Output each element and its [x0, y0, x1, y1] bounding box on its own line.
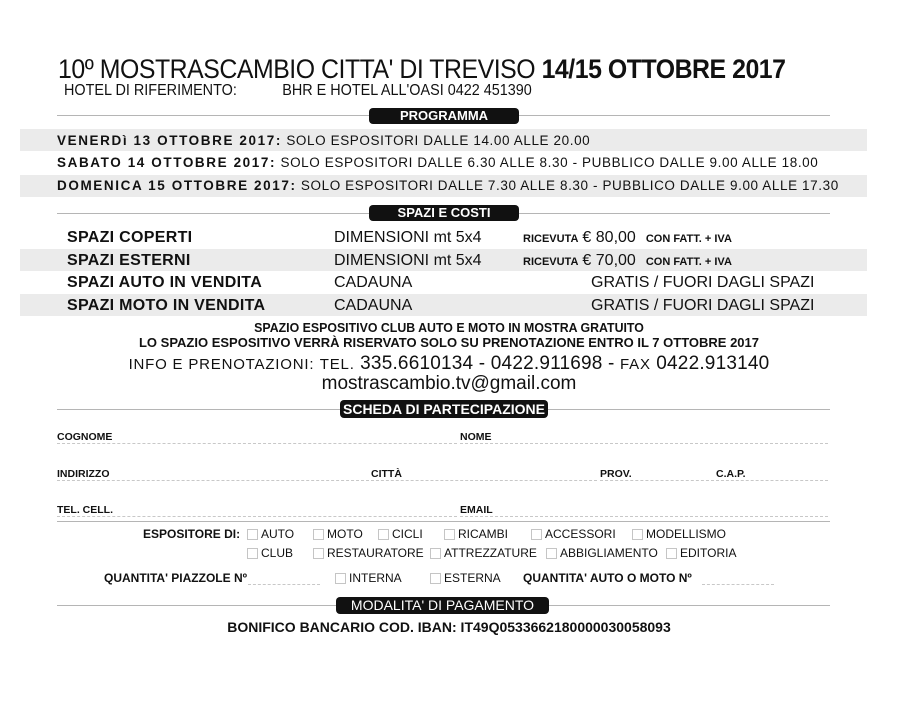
email-input[interactable] — [460, 516, 828, 517]
fax-number: 0422.913140 — [656, 353, 770, 374]
booking-note: LO SPAZIO ESPOSITIVO VERRÀ RISERVATO SOLO SU PRENOTAZIONE ENTRO IL 7 OTTOBRE 2017 — [138, 335, 759, 350]
programma-text: SOLO ESPOSITORI DALLE 6.30 ALLE 8.30 - PUBBLICO DALLE 9.00 ALLE 18.00 — [280, 155, 819, 170]
checkbox-auto[interactable] — [247, 527, 294, 541]
cost-note: GRATIS / FUORI DAGLI SPAZI — [591, 297, 815, 314]
cost-dimension: CADAUNA — [334, 297, 413, 314]
checkbox-label: CLUB — [261, 546, 294, 560]
espositore-label: ESPOSITORE DI: — [143, 527, 241, 541]
fax-label: FAX — [620, 356, 651, 373]
event-dates: 14/15 OTTOBRE 2017 — [541, 54, 786, 84]
piazzole-input[interactable] — [248, 584, 320, 585]
checkbox-label: RICAMBI — [458, 527, 509, 541]
piazzole-label: QUANTITA' PIAZZOLE Nº — [104, 571, 248, 585]
checkbox-cicli[interactable] — [378, 527, 423, 541]
cost-price — [523, 227, 732, 250]
hotel-label: HOTEL DI RIFERIMENTO: — [64, 82, 237, 99]
programma-day: SABATO 14 OTTOBRE 2017: — [57, 155, 277, 170]
checkbox-label: CICLI — [392, 527, 423, 541]
event-title-main: 10º MOSTRASCAMBIO CITTA' DI TREVISO — [58, 54, 536, 84]
price-value: € 70,00 — [582, 252, 636, 269]
hotel-info — [64, 82, 532, 100]
cost-dimension: DIMENSIONI mt 5x4 — [334, 252, 482, 269]
contact-email[interactable]: mostrascambio.tv@gmail.com — [321, 373, 577, 394]
checkbox-restauratore[interactable] — [313, 546, 424, 560]
cognome-input[interactable] — [57, 443, 457, 444]
checkbox-label: ACCESSORI — [545, 527, 616, 541]
field-label-citta: CITTÀ — [371, 468, 402, 480]
checkbox-icon — [546, 548, 557, 559]
club-note: SPAZIO ESPOSITIVO CLUB AUTO E MOTO IN MOSTRA GRATUITO — [254, 320, 644, 335]
field-label-prov: PROV. — [600, 468, 632, 480]
checkbox-modellismo[interactable] — [632, 527, 726, 541]
auto-moto-label: QUANTITA' AUTO O MOTO Nº — [523, 571, 692, 585]
tel-input[interactable] — [57, 516, 457, 517]
checkbox-icon — [247, 548, 258, 559]
cost-name: SPAZI ESTERNI — [67, 252, 191, 269]
checkbox-editoria[interactable] — [666, 546, 736, 560]
checkbox-label: AUTO — [261, 527, 295, 541]
checkbox-accessori[interactable] — [531, 527, 616, 541]
programma-row — [57, 152, 818, 174]
receipt-label: RICEVUTA — [523, 233, 579, 245]
event-title — [58, 54, 786, 85]
info-label: INFO E PRENOTAZIONI: — [128, 356, 315, 373]
checkbox-icon — [335, 573, 346, 584]
receipt-label: RICEVUTA — [523, 256, 579, 268]
cap-input[interactable] — [716, 480, 828, 481]
checkbox-icon — [247, 529, 258, 540]
field-label-tel: TEL. CELL. — [57, 504, 113, 516]
cost-note: GRATIS / FUORI DAGLI SPAZI — [591, 274, 815, 291]
nome-input[interactable] — [460, 443, 828, 444]
checkbox-icon — [313, 529, 324, 540]
section-heading-programma: PROGRAMMA — [369, 108, 519, 124]
phone-numbers: 335.6610134 - 0422.911698 - — [360, 353, 615, 374]
checkbox-label: MOTO — [327, 527, 363, 541]
checkbox-label: ESTERNA — [444, 571, 501, 585]
checkbox-icon — [313, 548, 324, 559]
checkbox-abbigliamento[interactable] — [546, 546, 658, 560]
cost-price — [523, 250, 732, 273]
prov-input[interactable] — [600, 480, 714, 481]
section-heading-pagamento: MODALITA' DI PAGAMENTO — [336, 597, 549, 614]
field-label-nome: NOME — [460, 431, 492, 443]
checkbox-icon — [632, 529, 643, 540]
checkbox-esterna[interactable] — [430, 571, 501, 585]
checkbox-interna[interactable] — [335, 571, 402, 585]
programma-text: SOLO ESPOSITORI DALLE 7.30 ALLE 8.30 - PUBBLICO DALLE 9.00 ALLE 17.30 — [300, 178, 839, 193]
programma-day: VENERDì 13 OTTOBRE 2017: — [57, 133, 282, 148]
checkbox-label: MODELLISMO — [646, 527, 727, 541]
auto-moto-input[interactable] — [702, 584, 774, 585]
section-heading-spazi: SPAZI E COSTI — [369, 205, 519, 221]
programma-row — [57, 130, 590, 152]
programma-text: SOLO ESPOSITORI DALLE 14.00 ALLE 20.00 — [286, 133, 591, 148]
section-heading-scheda: SCHEDA DI PARTECIPAZIONE — [340, 400, 548, 418]
field-label-cognome: COGNOME — [57, 431, 113, 443]
divider — [57, 521, 830, 522]
invoice-note: CON FATT. + IVA — [645, 233, 732, 245]
checkbox-label: EDITORIA — [680, 546, 737, 560]
checkbox-icon — [531, 529, 542, 540]
checkbox-label: ABBIGLIAMENTO — [560, 546, 658, 560]
cost-dimension: DIMENSIONI mt 5x4 — [334, 229, 482, 246]
cost-name: SPAZI MOTO IN VENDITA — [67, 297, 266, 314]
tel-label: TEL. — [319, 356, 355, 373]
indirizzo-input[interactable] — [57, 480, 369, 481]
checkbox-icon — [444, 529, 455, 540]
checkbox-label: RESTAURATORE — [327, 546, 424, 560]
iban-info: BONIFICO BANCARIO COD. IBAN: IT49Q0533662180000030058093 — [227, 619, 671, 635]
checkbox-ricambi[interactable] — [444, 527, 508, 541]
checkbox-icon — [430, 573, 441, 584]
field-label-indirizzo: INDIRIZZO — [57, 468, 110, 480]
checkbox-club[interactable] — [247, 546, 293, 560]
field-label-cap: C.A.P. — [716, 468, 746, 480]
checkbox-icon — [430, 548, 441, 559]
invoice-note: CON FATT. + IVA — [645, 256, 732, 268]
checkbox-label: INTERNA — [349, 571, 402, 585]
citta-input[interactable] — [371, 480, 597, 481]
cost-name: SPAZI COPERTI — [67, 229, 193, 246]
checkbox-attrezzature[interactable] — [430, 546, 537, 560]
price-value: € 80,00 — [582, 229, 636, 246]
cost-name: SPAZI AUTO IN VENDITA — [67, 274, 263, 291]
contact-info — [0, 353, 898, 375]
hotel-value: BHR E HOTEL ALL'OASI 0422 451390 — [282, 82, 532, 99]
field-label-email: EMAIL — [460, 504, 493, 516]
checkbox-label: ATTREZZATURE — [444, 546, 537, 560]
checkbox-moto[interactable] — [313, 527, 363, 541]
cost-dimension: CADAUNA — [334, 274, 413, 291]
checkbox-icon — [666, 548, 677, 559]
programma-row — [57, 175, 839, 197]
programma-day: DOMENICA 15 OTTOBRE 2017: — [57, 178, 297, 193]
checkbox-icon — [378, 529, 389, 540]
